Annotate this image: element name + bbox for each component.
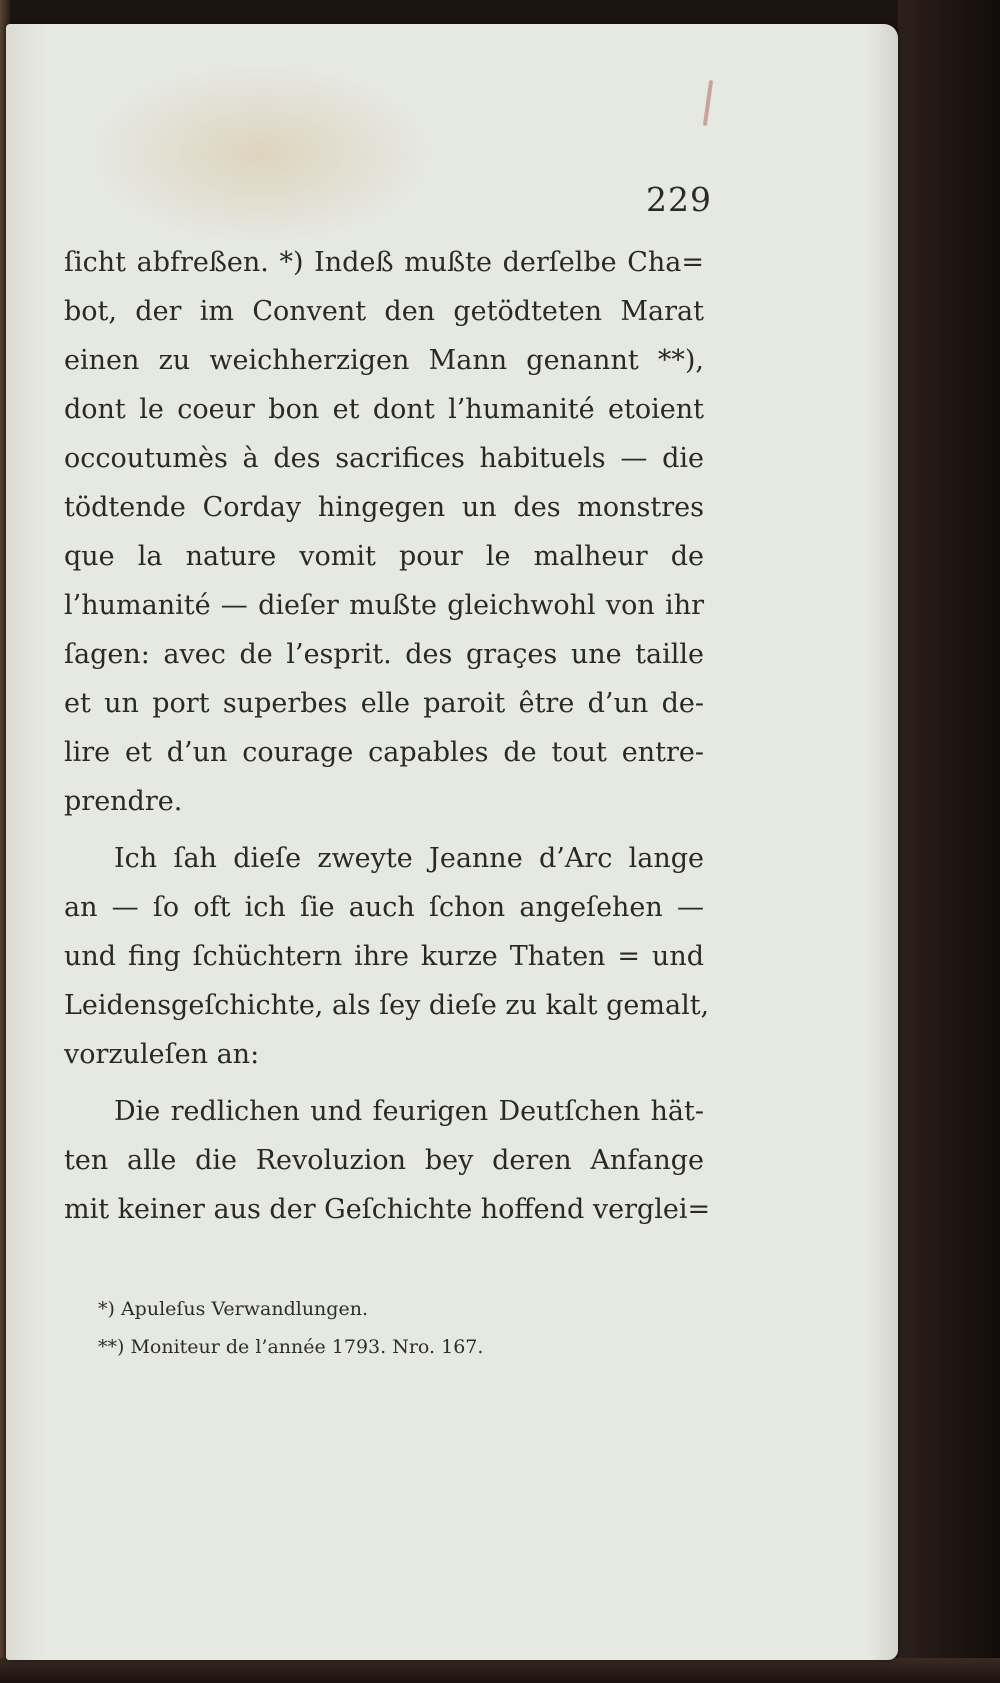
text-line: und fing ſchüchtern ihre kurze Thaten = und [64, 941, 704, 972]
text-line: mit keiner aus der Geſchichte hoffend verglei= [64, 1194, 711, 1225]
paragraph [64, 238, 704, 826]
text-line: l’humanité — dieſer mußte gleichwohl von ihr [64, 590, 704, 621]
paragraph-gap [64, 826, 704, 834]
text-line: Leidensgeſchichte, als ſey dieſe zu kalt gemalt, [64, 990, 710, 1021]
text-line: que la nature vomit pour le malheur de [64, 541, 704, 572]
book-bottom-edge [0, 1658, 1000, 1683]
text-line: Ich ſah dieſe zweyte Jeanne d’Arc lange [114, 843, 704, 874]
text-line: prendre. [64, 786, 183, 817]
text-line: et un port superbes elle paroit être d’un de- [64, 688, 704, 719]
text-line: lire et d’un courage capables de tout entre- [64, 737, 704, 768]
book-right-edge [898, 0, 1000, 1683]
footnote: *) Apuleſus Verwandlungen. [98, 1298, 368, 1320]
text-line: dont le coeur bon et dont l’humanité etoient [64, 394, 704, 425]
text-line: ſicht abfreßen. *) Indeß mußte derſelbe Cha= [64, 247, 704, 278]
text-line: einen zu weichherzigen Mann genannt **), [64, 345, 704, 376]
paragraph-gap [64, 1079, 704, 1087]
book-page [6, 24, 898, 1660]
text-line: occoutumès à des sacrifices habituels — die [64, 443, 704, 474]
text-line: an — ſo oft ich ſie auch ſchon angeſehen — [64, 892, 704, 923]
body-text [64, 238, 711, 1234]
ink-mark [703, 80, 713, 126]
text-line: ſagen: avec de l’esprit. des graçes une taille [64, 639, 704, 670]
paragraph [64, 1087, 711, 1234]
text-line: tödtende Corday hingegen un des monstres [64, 492, 704, 523]
text-line: ten alle die Revoluzion bey deren Anfange [64, 1145, 704, 1176]
page-number: 229 [646, 180, 712, 219]
text-line: Die redlichen und feurigen Deutſchen hät- [114, 1096, 704, 1127]
text-line: bot, der im Convent den getödteten Marat [64, 296, 704, 327]
footnote: **) Moniteur de l’année 1793. Nro. 167. [98, 1336, 484, 1358]
paragraph [64, 834, 710, 1079]
text-line: vorzuleſen an: [64, 1039, 260, 1070]
footnotes [98, 1290, 658, 1366]
